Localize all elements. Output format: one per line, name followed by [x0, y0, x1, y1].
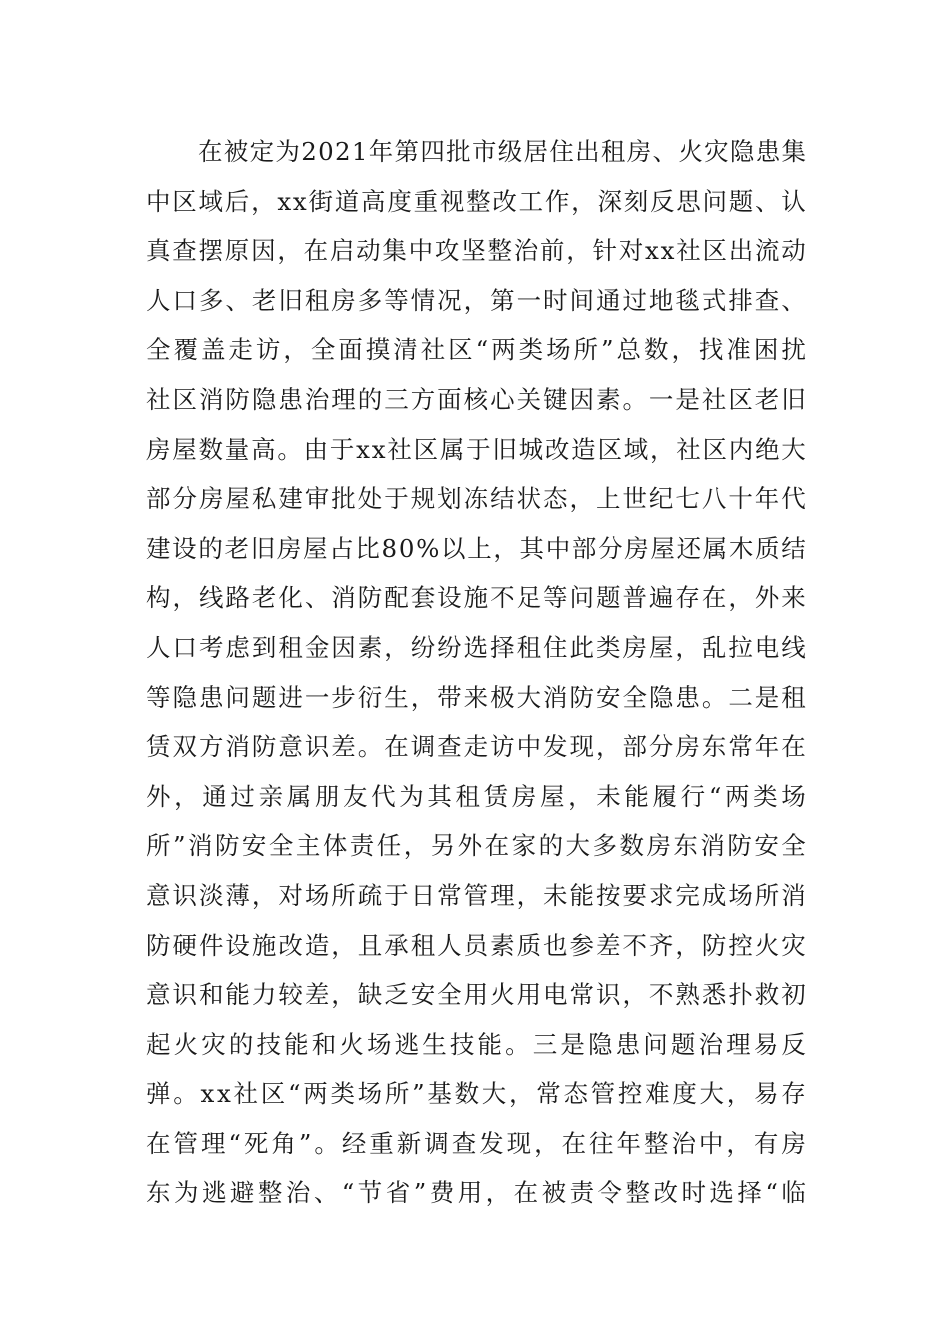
paragraph-line: 起 火 灾 的 技 能 和 火 场 逃 生 技 能 。 三 是 隐 患 问 题 治 理 易 反 [146, 1029, 806, 1059]
paragraph-line: 房 屋 数 量 高 。 由 于 x x 社 区 属 于 旧 城 改 造 区 域 ， 社 区 内 绝 大 [146, 434, 806, 464]
paragraph-line: 在 被 定 为 2 0 2 1 年 第 四 批 市 级 居 住 出 租 房 、 火 灾 隐 患 集 [198, 137, 806, 166]
paragraph-line: 赁 双 方 消 防 意 识 差 。 在 调 查 走 访 中 发 现 ， 部 分 房 东 常 年 在 [146, 732, 806, 762]
paragraph-line: 意 识 淡 薄 ， 对 场 所 疏 于 日 常 管 理 ， 未 能 按 要 求 完 成 场 所 消 [146, 880, 806, 910]
paragraph-line: 社 区 消 防 隐 患 治 理 的 三 方 面 核 心 关 键 因 素 。 一 是 社 区 老 旧 [146, 384, 806, 414]
paragraph-line: 构 ， 线 路 老 化 、 消 防 配 套 设 施 不 足 等 问 题 普 遍 存 在 ， 外 来 [146, 583, 806, 613]
paragraph-line: 防 硬 件 设 施 改 造 ， 且 承 租 人 员 素 质 也 参 差 不 齐 ， 防 控 火 灾 [146, 930, 806, 960]
paragraph-line: 意 识 和 能 力 较 差 ， 缺 乏 安 全 用 火 用 电 常 识 ， 不 熟 悉 扑 救 初 [146, 980, 806, 1010]
paragraph-line: 等 隐 患 问 题 进 一 步 衍 生 ， 带 来 极 大 消 防 安 全 隐 患 。 二 是 租 [146, 682, 806, 712]
body-paragraph [146, 127, 806, 1218]
paragraph-line: 全 覆 盖 走 访 ， 全 面 摸 清 社 区 “ 两 类 场 所 ” 总 数 ， 找 准 困 扰 [146, 335, 806, 365]
paragraph-line: 中 区 域 后 ， x x 街 道 高 度 重 视 整 改 工 作 ， 深 刻 反 思 问 题 、 认 [146, 186, 806, 216]
paragraph-line: 人 口 多 、 老 旧 租 房 多 等 情 况 ， 第 一 时 间 通 过 地 毯 式 排 查 、 [146, 285, 806, 315]
paragraph-line: 东 为 逃 避 整 治 、 “ 节 省 ” 费 用 ， 在 被 责 令 整 改 时 选 择 “ 临 [146, 1178, 806, 1208]
paragraph-line: 所 ” 消 防 安 全 主 体 责 任 ， 另 外 在 家 的 大 多 数 房 东 消 防 安 全 [146, 831, 806, 861]
paragraph-line: 在 管 理 “ 死 角 ” 。 经 重 新 调 查 发 现 ， 在 往 年 整 治 中 ， 有 房 [146, 1128, 806, 1158]
paragraph-line: 弹 。 x x 社 区 “ 两 类 场 所 ” 基 数 大 ， 常 态 管 控 难 度 大 ， 易 存 [146, 1079, 806, 1109]
paragraph-line: 人 口 考 虑 到 租 金 因 素 ， 纷 纷 选 择 租 住 此 类 房 屋 ， 乱 拉 电 线 [146, 632, 806, 662]
paragraph-line: 真 查 摆 原 因 ， 在 启 动 集 中 攻 坚 整 治 前 ， 针 对 x x 社 区 出 流 动 [146, 236, 806, 266]
paragraph-line: 部 分 房 屋 私 建 审 批 处 于 规 划 冻 结 状 态 ， 上 世 纪 七 八 十 年 代 [146, 484, 806, 514]
paragraph-line: 建 设 的 老 旧 房 屋 占 比 8 0 % 以 上 ， 其 中 部 分 房 屋 还 属 木 质 结 [146, 533, 806, 563]
paragraph-line: 外 ， 通 过 亲 属 朋 友 代 为 其 租 赁 房 屋 ， 未 能 履 行 “ 两 类 场 [146, 781, 806, 811]
